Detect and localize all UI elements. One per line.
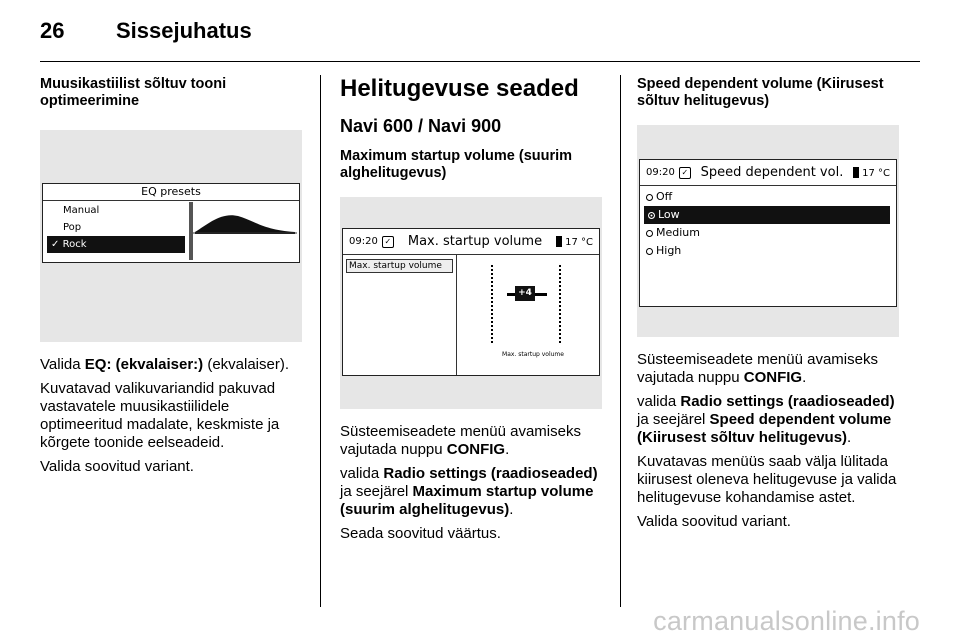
speed-screen-photo xyxy=(637,125,899,337)
column-divider-1 xyxy=(320,75,321,607)
eq-presets-screen xyxy=(42,183,300,263)
eq-screen-photo xyxy=(40,130,302,342)
max-startup-screen xyxy=(342,228,600,376)
max-startup-screen-photo xyxy=(340,197,602,409)
header-rule xyxy=(40,61,920,62)
eq-para-3: Valida soovitud variant. xyxy=(40,458,194,475)
clock: 09:20 xyxy=(349,236,378,247)
column-eq xyxy=(40,76,305,476)
speed-para-2: valida Radio settings (raadioseaded) ja seejärel Speed dependent volume (Kiirusest sõltuv helitugevus). xyxy=(637,393,895,446)
max-startup-list-item[interactable]: Max. startup volume xyxy=(346,259,453,273)
max-startup-heading: Maximum startup volume (suurim alghelitugevus) xyxy=(340,148,573,181)
column-volume xyxy=(340,76,602,543)
page-number: 26 xyxy=(40,18,65,43)
page-header xyxy=(40,18,252,44)
eq-option-rock-label: Rock xyxy=(62,239,87,250)
clock: 09:20 xyxy=(646,167,675,178)
speed-screen xyxy=(639,159,897,307)
eq-option-rock[interactable] xyxy=(47,236,185,253)
speed-heading: Speed dependent volume (Kiirusest sõltuv helitugevus) xyxy=(637,76,884,109)
eq-curve xyxy=(195,215,295,234)
radio-icon xyxy=(646,194,653,201)
eq-para-1: Valida EQ: (ekvalaiser:) (ekvalaiser). xyxy=(40,356,290,373)
screen-title: Speed dependent vol. xyxy=(700,165,844,180)
nav-icon: ✓ xyxy=(382,236,394,248)
option-off[interactable]: Off xyxy=(640,188,896,206)
option-high[interactable]: High xyxy=(640,242,896,260)
screen-status-bar xyxy=(343,229,599,255)
speed-para-3: Kuvatavas menüüs saab välja lülitada kiirusest oleneva helitugevuse ja valida helitugevuse kohandamise astet. xyxy=(637,453,897,506)
volume-para-2: valida Radio settings (raadioseaded) ja seejärel Maximum startup volume (suurim alghelitugevus). xyxy=(340,465,598,518)
volume-para-1: Süsteemiseadete menüü avamiseks vajutada nuppu CONFIG. xyxy=(340,423,581,458)
option-low[interactable]: Low xyxy=(644,206,890,224)
speed-para-4: Valida soovitud variant. xyxy=(637,513,791,530)
slider-value[interactable]: +4 xyxy=(515,286,535,301)
radio-icon xyxy=(646,230,653,237)
eq-curve-graph xyxy=(193,202,297,262)
checkmark-icon: ✓ xyxy=(51,239,60,250)
radio-icon xyxy=(646,248,653,255)
volume-subheading: Navi 600 / Navi 900 xyxy=(340,116,502,136)
eq-option-pop[interactable]: Pop xyxy=(63,222,82,233)
slider-caption: Max. startup volume xyxy=(502,351,564,358)
speed-para-1: Süsteemiseadete menüü avamiseks vajutada nuppu CONFIG. xyxy=(637,351,878,386)
scale-right xyxy=(559,265,561,343)
volume-heading: Helitugevuse seaded xyxy=(340,75,579,102)
screen-title: Max. startup volume xyxy=(407,234,543,249)
eq-screen-title: EQ presets xyxy=(43,184,299,201)
watermark: carmanualsonline.info xyxy=(653,606,920,636)
screen-status-bar xyxy=(640,160,896,186)
eq-option-manual[interactable]: Manual xyxy=(63,205,100,216)
radio-selected-icon xyxy=(648,212,655,219)
nav-icon: ✓ xyxy=(679,167,691,179)
column-divider-2 xyxy=(620,75,621,607)
temperature: 17 °C xyxy=(853,167,890,179)
column-speed xyxy=(637,76,902,531)
option-medium[interactable]: Medium xyxy=(640,224,896,242)
volume-para-3: Seada soovitud väärtus. xyxy=(340,525,501,542)
scale-left xyxy=(491,265,493,343)
section-title: Sissejuhatus xyxy=(116,18,252,43)
eq-para-2: Kuvatavad valikuvariandid pakuvad vastavatele muusikastiilidele optimeeritud madalate, keskmiste ja kõrgete toonide eelseadeid. xyxy=(40,380,280,451)
eq-heading: Muusikastiilist sõltuv tooni optimeerimine xyxy=(40,76,227,109)
temperature: 17 °C xyxy=(556,236,593,248)
